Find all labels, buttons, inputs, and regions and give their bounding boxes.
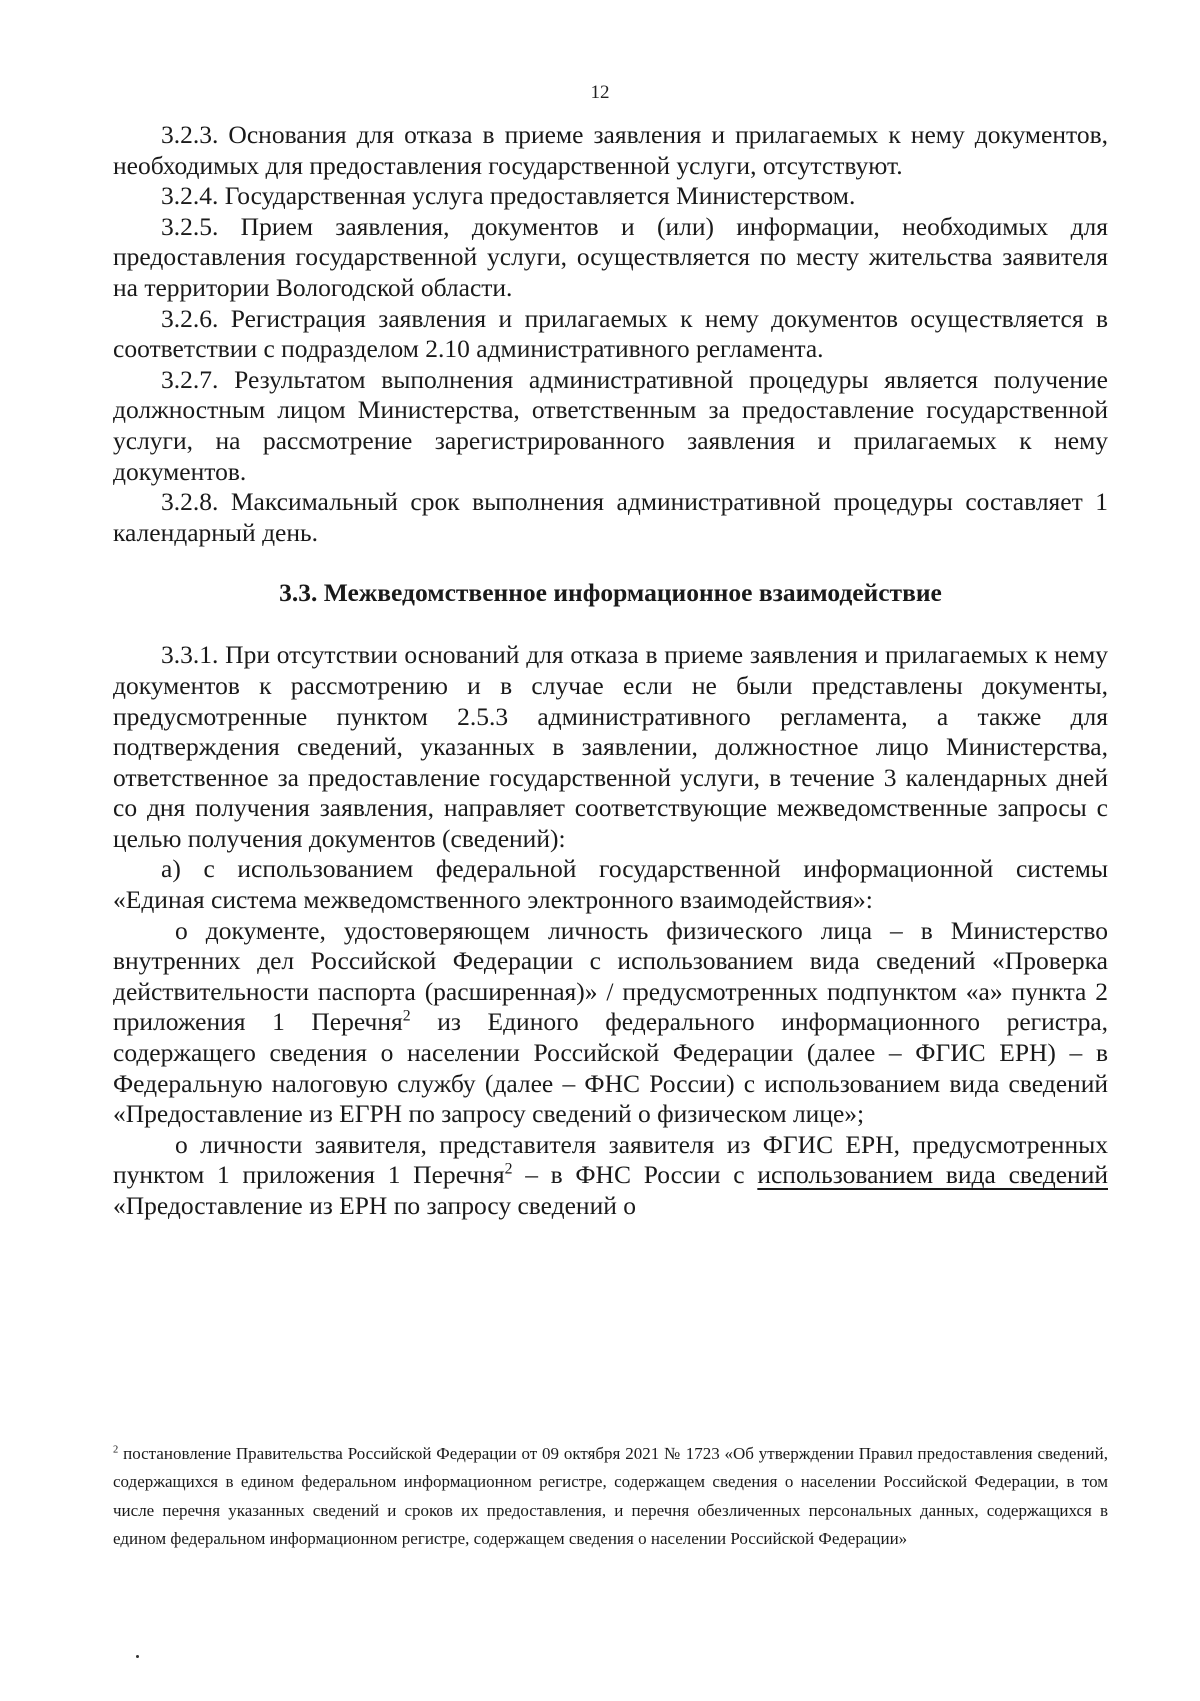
- paragraph-identity-document-text-2: из Единого федерального информационного регистра, содержащего сведения о населении Российской Федерации (далее – ФГИС ЕРН) – в Федеральную налоговую службу (далее – ФНС России) с использованием вида сведений «Предоставление из ЕГРН по запросу сведений о физическом лице»;: [113, 1007, 1109, 1129]
- footnote-reference[interactable]: 2: [402, 1007, 411, 1025]
- underlined-phrase: использованием вида сведений: [757, 1160, 1108, 1190]
- paragraph-identity-document: [113, 916, 1108, 1130]
- paragraph-applicant-identity: [113, 1130, 1108, 1222]
- paragraph-item-a: а) с использованием федеральной государственной информационной системы «Единая система межведомственного электронного взаимодействия»:: [113, 854, 1108, 915]
- section-heading: 3.3. Межведомственное информационное взаимодействие: [279, 578, 942, 608]
- footnote-text: постановление Правительства Российской Федерации от 09 октября 2021 № 1723 «Об утверждении Правил предоставления сведений, содержащихся в едином федеральном информационном регистре, содержащем сведения о населении Российской Федерации, в том числе перечня указанных сведений и сроков их предоставления, и перечня обезличенных персональных данных, содержащихся в едином федеральном информационном регистре, содержащем сведения о населении Российской Федерации»: [113, 1444, 1108, 1549]
- paragraph-identity-document-text-1: о документе, удостоверяющем личность физического лица – в Министерство внутренних дел Российской Федерации с использованием вида сведений «Проверка действительности паспорта (расширенная)» / предусмотренных подпунктом «а» пункта 2 приложения 1 Перечня: [113, 915, 1108, 1037]
- paragraph-applicant-identity-text-3: «Предоставление из ЕРН по запросу сведений о: [113, 1191, 636, 1220]
- paragraph-applicant-identity-text-1: о личности заявителя, представителя заявителя из ФГИС ЕРН, предусмотренных пунктом 1 приложения 1 Перечня: [113, 1129, 1108, 1190]
- paragraph-3-2-8: 3.2.8. Максимальный срок выполнения административной процедуры составляет 1 календарный день.: [113, 487, 1108, 547]
- footnote-reference[interactable]: 2: [504, 1160, 513, 1178]
- paragraph-3-3-1: 3.3.1. При отсутствии оснований для отказа в приеме заявления и прилагаемых к нему документов к рассмотрению и в случае если не были представлены документы, предусмотренные пунктом 2.5.3 административного регламента, а также для подтверждения сведений, указанных в заявлении, должностное лицо Министерства, ответственное за предоставление государственной услуги, в течение 3 календарных дней со дня получения заявления, направляет соответствующие межведомственные запросы с целью получения документов (сведений):: [113, 640, 1108, 853]
- document-body: [113, 120, 1108, 1222]
- paragraph-3-2-5: 3.2.5. Прием заявления, документов и (или) информации, необходимых для предоставления государственной услуги, осуществляется по месту жительства заявителя на территории Вологодской области.: [113, 211, 1108, 302]
- paragraph-3-2-3: 3.2.3. Основания для отказа в приеме заявления и прилагаемых к нему документов, необходимых для предоставления государственной услуги, отсутствуют.: [113, 120, 1108, 180]
- paragraph-3-2-4: 3.2.4. Государственная услуга предоставляется Министерством.: [161, 181, 856, 211]
- footnote: [113, 1440, 1108, 1554]
- paragraph-3-2-6: 3.2.6. Регистрация заявления и прилагаемых к нему документов осуществляется в соответствии с подразделом 2.10 административного регламента.: [113, 303, 1108, 364]
- page-number: 12: [590, 82, 610, 103]
- paragraph-applicant-identity-text-2: – в ФНС России с: [512, 1160, 758, 1190]
- footnote-marker: 2: [113, 1444, 119, 1456]
- scan-speck: [136, 1655, 139, 1658]
- paragraph-3-2-7: 3.2.7. Результатом выполнения административной процедуры является получение должностным лицом Министерства, ответственным за предоставление государственной услуги, на рассмотрение зарегистрированного заявления и прилагаемых к нему документов.: [113, 364, 1108, 486]
